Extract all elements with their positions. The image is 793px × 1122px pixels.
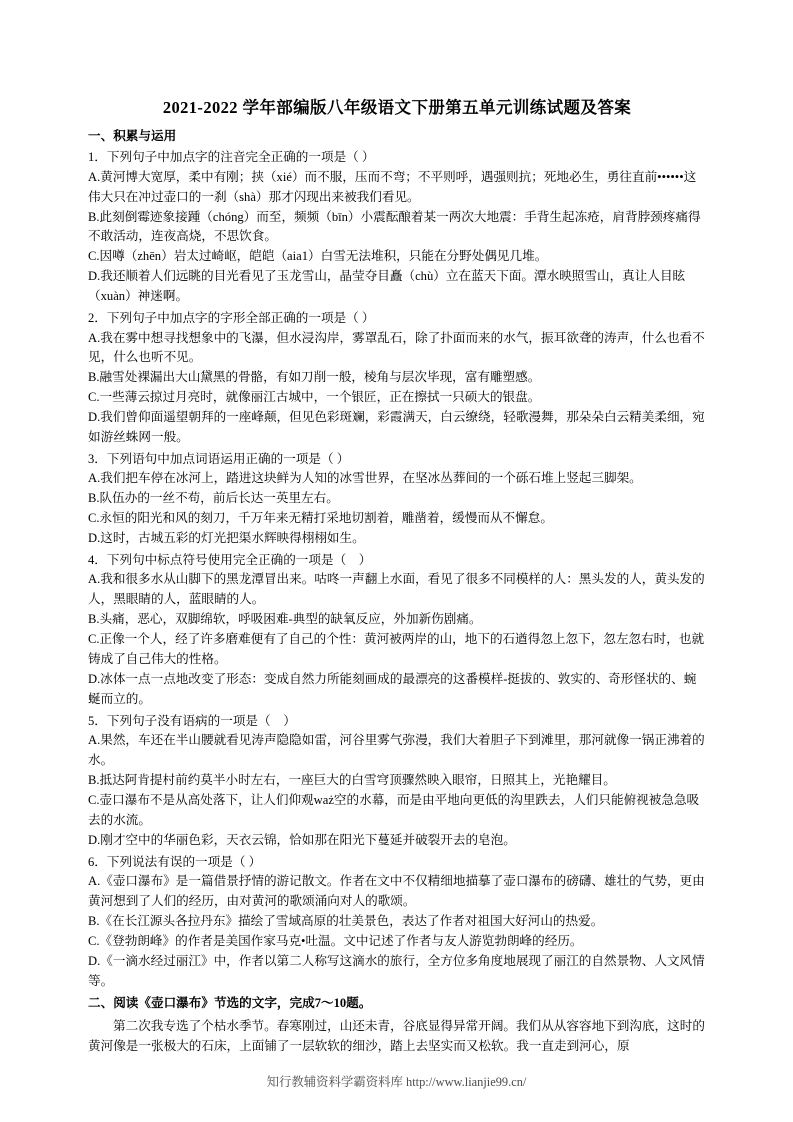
question-4-option-a: A.我和很多水从山脚下的黑龙潭冒出来。咕咚一声翻上水面，看见了很多不同模样的人：黑头发的人，黄头发的人，黑眼睛的人，蓝眼睛的人。 [88,572,705,607]
question-5-option-c: C.壶口瀑布不是从高处落下，让人们仰观waż空的水幕，而是由平地向更低的沟里跌去，人们只能俯视被急急吸去的水流。 [88,792,700,827]
question-1-option-a: A.黄河博大宽厚，柔中有刚；挟（xié）而不服，压而不弯；不平则呼，遇强则抗；死地必生，勇往直前••••••这伟大只在冲过壶口的一刹（shà）那才闪现出来被我们看见。 [88,169,697,204]
section-heading-2: 二、阅读《壶口瀑布》节选的文字，完成7～10题。 [88,996,372,1011]
question-6-option-c: C.《登勃朗峰》的作者是美国作家马克•吐温。文中记述了作者与友人游览勃朗峰的经历。 [88,933,583,948]
question-5-option-a: A.果然，车还在半山腰就看见涛声隐隐如雷，河谷里雾气弥漫，我们大着胆子下到滩里，那河就像一锅正沸着的水。 [88,733,705,768]
question-4-option-c: C.正像一个人，经了许多磨难便有了自己的个性：黄河被两岸的山，地下的石遒得忽上忽下，忽左忽右时，也就铸成了自己伟大的性格。 [88,632,705,667]
question-5-option-b: B.抵达阿肯提村前约莫半小时左右，一座巨大的白雪穹顶骤然映入眼帘，日照其上，光艳耀目。 [88,773,616,787]
question-4-option-b: B.头痛，恶心，双脚绵软，呼吸困难-典型的缺氧反应，外加新伤剧痛。 [88,612,482,627]
question-stem-5: 5．下列句子没有语病的一项是（ ） [88,713,296,728]
question-1-option-d: D.我还顺着人们远眺的目光看见了玉龙雪山，晶莹夺目矗（chù）立在蓝天下面。潭水映照雪山，真让人目眩（xuàn）神迷啊。 [88,269,686,304]
question-1-option-b: B.此刻倒霉迹象接踵（chóng）而至，频频（bīn）小震酝酿着某一两次大地震：手背生起冻疮，肩背脖颈疼痛得不敢活动，连夜高烧，不思饮食。 [88,209,701,244]
question-6-option-d: D.《一滴水经过丽江》中，作者以第二人称写这滴水的旅行，全方位多角度地展现了丽江的自然景物、人文风情等。 [88,953,705,988]
question-2-option-b: B.融雪处裸漏出大山黛黑的骨骼，有如刀削一般，棱角与层次毕现，富有雕塑感。 [88,370,541,385]
page-title: 2021-2022 学年部编版八年级语文下册第五单元训练试题及答案 [162,98,632,117]
question-2-option-c: C.一些薄云掠过月亮时，就像丽江古城中，一个银匠，正在擦拭一只硕大的银盘。 [88,390,541,405]
question-2-option-a: A.我在雾中想寻找想象中的飞瀑，但水浸沟岸，雾罩乱石，除了扑面而来的水气，振耳欲聋的涛声，什么也看不见，什么也听不见。 [88,330,705,365]
question-3-option-b: B.队伍办的一丝不苟，前后长达一英里左右。 [88,491,339,506]
question-3-option-d: D.这时，古城五彩的灯光把渠水辉映得栩栩如生。 [88,531,365,546]
question-4-option-d: D.冰体一点一点地改变了形态：变成自然力所能刻画成的最漂亮的这番模样-挺拔的、敦实的、奇形怪状的、蜿蜒而立的。 [88,671,697,706]
page-footer: 知行教辅资料学霸资料库 http://www.lianjie99.cn/ [266,1075,527,1089]
document-body [88,96,706,1057]
question-stem-4: 4．下列句中标点符号使用完全正确的一项是（ ） [88,552,372,567]
reading-passage-paragraph-1: 第二次我专选了个枯水季节。春寒刚过，山还未青，谷底显得异常开阔。我们从从容容地下到沟底，这时的黄河像是一张极大的石床，上面铺了一层软软的细沙，踏上去坚实而又松软。我一直走到河心，原 [88,1018,705,1054]
question-stem-3: 3．下列语句中加点词语运用正确的一项是（ ） [88,451,350,466]
question-3-option-c: C.永恒的阳光和风的刻刀，千万年来无精打采地切割着，雕凿着，缓慢而从不懈怠。 [88,511,553,526]
question-stem-6: 6．下列说法有误的一项是（ ） [88,854,262,869]
question-stem-2: 2．下列句子中加点字的字形全部正确的一项是（ ） [88,311,375,326]
question-stem-1: 1．下列句子中加点字的注音完全正确的一项是（ ） [88,150,375,165]
question-2-option-d: D.我们曾仰面遥望朝拜的一座峰颠，但见色彩斑斓，彩霞满天，白云缭绕，轻歌漫舞，那朵朵白云精美柔细，宛如游丝蛛网一般。 [88,410,705,444]
question-5-option-d: D.刚才空中的华丽色彩，天衣云锦，恰如那在阳光下蔓延并破裂开去的皂泡。 [88,832,516,847]
section-heading-1: 一、积累与运用 [88,128,177,143]
question-6-option-a: A.《壶口瀑布》是一篇借景抒情的游记散文。作者在文中不仅精细地描摹了壶口瀑布的磅礴、雄壮的气势，更由黄河想到了人们的经历，由对黄河的歌颂涌向对人的歌颂。 [88,874,705,908]
question-1-option-c: C.因噂（zhēn）岩太过崎岖，皑皑（aia1）白雪无法堆积，只能在分野处偶见几堆。 [88,249,548,264]
question-3-option-a: A.我们把车停在冰河上，踏进这块鲜为人知的冰雪世界，在坚冰丛葬间的一个砾石堆上竖起三脚架。 [88,471,642,486]
question-6-option-b: B.《在长江源头各拉丹东》描绘了雪域高原的壮美景色，表达了作者对祖国大好河山的热爱。 [88,913,604,928]
